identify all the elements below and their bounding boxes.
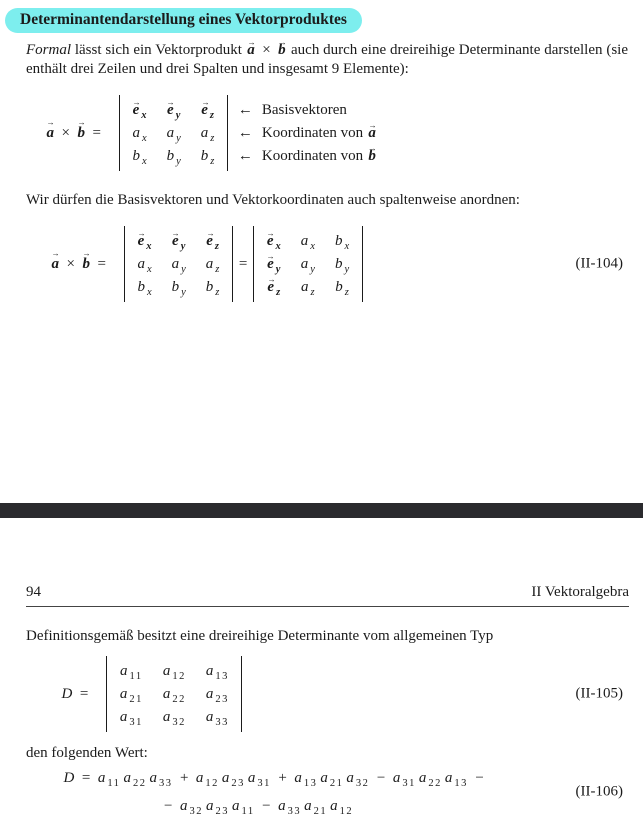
intro-lead-italic: Formal xyxy=(26,42,71,58)
matrix-cell: b $_y$ xyxy=(171,279,186,298)
determinant-matrix-columnwise xyxy=(253,226,362,302)
page-header xyxy=(26,584,629,607)
inline-math-cross-product: a → × b → xyxy=(246,42,287,58)
matrix-cell: a $_y$ xyxy=(166,125,181,144)
row-annotation: ← Koordinaten von a → xyxy=(238,124,377,142)
matrix-cell: e → $_x$ xyxy=(131,101,148,119)
matrix-cell: a $_z$ xyxy=(301,279,315,298)
matrix-cell: b $_x$ xyxy=(132,148,147,167)
matrix-cell: e → $_y$ xyxy=(170,232,187,250)
column-arrangement-paragraph: Wir dürfen die Basisvektoren und Vektorkoordinaten auch spaltenweise anordnen: xyxy=(26,192,520,208)
matrix-cell: b $_y$ xyxy=(166,148,181,167)
matrix-cell: a $_{23}$ xyxy=(205,686,229,705)
equation-II-106-line-1: D = a $_{11}$ a $_{22}$ a $_{33}$ + a $_{12}$ a $_{23}$ a $_{31}$ + a $_{13}$ a $_{21}$ a $_{32}$ − a $_{31}$ a $_{22}$ a $_{13}$ − xyxy=(63,770,484,789)
equation-lhs-cross-product: a → × b → = xyxy=(50,256,112,273)
page-divider-bar xyxy=(0,503,643,518)
equation-II-106-line-2: − a $_{32}$ a $_{23}$ a $_{11}$ − a $_{33}$ a $_{21}$ a $_{12}$ xyxy=(164,798,354,817)
running-head: II Vektoralgebra xyxy=(531,584,629,600)
matrix-cell: e → $_y$ xyxy=(165,101,182,119)
equation-label-II-105: (II-105) xyxy=(575,685,623,702)
equation-cross-product-determinant xyxy=(0,95,643,171)
equation-II-106 xyxy=(0,766,643,818)
equation-II-105 xyxy=(0,656,643,732)
page-number: 94 xyxy=(26,584,41,600)
matrix-cell: e → $_x$ xyxy=(136,232,153,250)
general-determinant-matrix xyxy=(106,656,242,732)
matrix-cell: a $_x$ xyxy=(137,256,152,275)
matrix-cell: a $_z$ xyxy=(200,125,215,144)
matrix-cell: b $_z$ xyxy=(200,148,215,167)
matrix-cell: e → $_z$ xyxy=(199,101,216,119)
topic-heading-highlight xyxy=(5,8,362,33)
value-intro-paragraph: den folgenden Wert: xyxy=(26,745,148,761)
determinant-matrix-basis-rows xyxy=(119,95,228,171)
equation-lhs-cross-product: a → × b → = xyxy=(45,125,107,142)
definition-paragraph: Definitionsgemäß besitzt eine dreireihige Determinante vom allgemeinen Typ xyxy=(26,628,494,644)
determinant-matrix-rowwise xyxy=(124,226,233,302)
intro-text-middle: lässt sich ein Vektorprodukt xyxy=(71,42,246,58)
matrix-cell: e → $_y$ xyxy=(265,255,282,273)
matrix-cell: e → $_z$ xyxy=(265,278,282,296)
row-annotation: ← Basisvektoren xyxy=(237,102,347,118)
matrix-cell: a $_x$ xyxy=(300,233,315,252)
matrix-cell: a $_x$ xyxy=(132,125,147,144)
matrix-cell: e → $_x$ xyxy=(265,232,282,250)
matrix-cell: e → $_z$ xyxy=(204,232,221,250)
matrix-cell: b $_x$ xyxy=(137,279,152,298)
matrix-cell: b $_z$ xyxy=(205,279,220,298)
matrix-cell: a $_{22}$ xyxy=(162,686,186,705)
intro-paragraph xyxy=(26,41,628,78)
matrix-cell: b $_x$ xyxy=(334,233,350,252)
matrix-cell: a $_{33}$ xyxy=(205,709,229,728)
matrix-cell: a $_{12}$ xyxy=(162,663,186,682)
row-annotations xyxy=(238,101,377,165)
row-annotation: ← Koordinaten von b → xyxy=(238,147,377,165)
matrix-cell: a $_{13}$ xyxy=(205,663,229,682)
matrix-cell: a $_y$ xyxy=(171,256,186,275)
equation-lhs-D: D = xyxy=(61,685,89,702)
intro-text-tail: auch durch eine dreireihige Determinante darstellen (sie enthält drei Zeilen und drei Spalten und insgesamt 9 Elemente): xyxy=(26,42,628,77)
equation-label-II-106: (II-106) xyxy=(575,783,623,800)
topic-heading: Determinantendarstellung eines Vektorproduktes xyxy=(20,11,347,28)
matrix-cell: b $_y$ xyxy=(334,256,350,275)
matrix-cell: a $_{32}$ xyxy=(162,709,186,728)
equation-label-II-104: (II-104) xyxy=(575,255,623,272)
matrix-cell: a $_{21}$ xyxy=(119,686,143,705)
matrix-cell: a $_z$ xyxy=(205,256,220,275)
matrix-cell: b $_z$ xyxy=(335,279,349,298)
equation-II-104 xyxy=(0,226,643,302)
matrix-cell: a $_{11}$ xyxy=(120,663,143,682)
equals-sign: = xyxy=(238,255,248,272)
matrix-cell: a $_y$ xyxy=(300,256,315,275)
matrix-cell: a $_{31}$ xyxy=(119,709,143,728)
